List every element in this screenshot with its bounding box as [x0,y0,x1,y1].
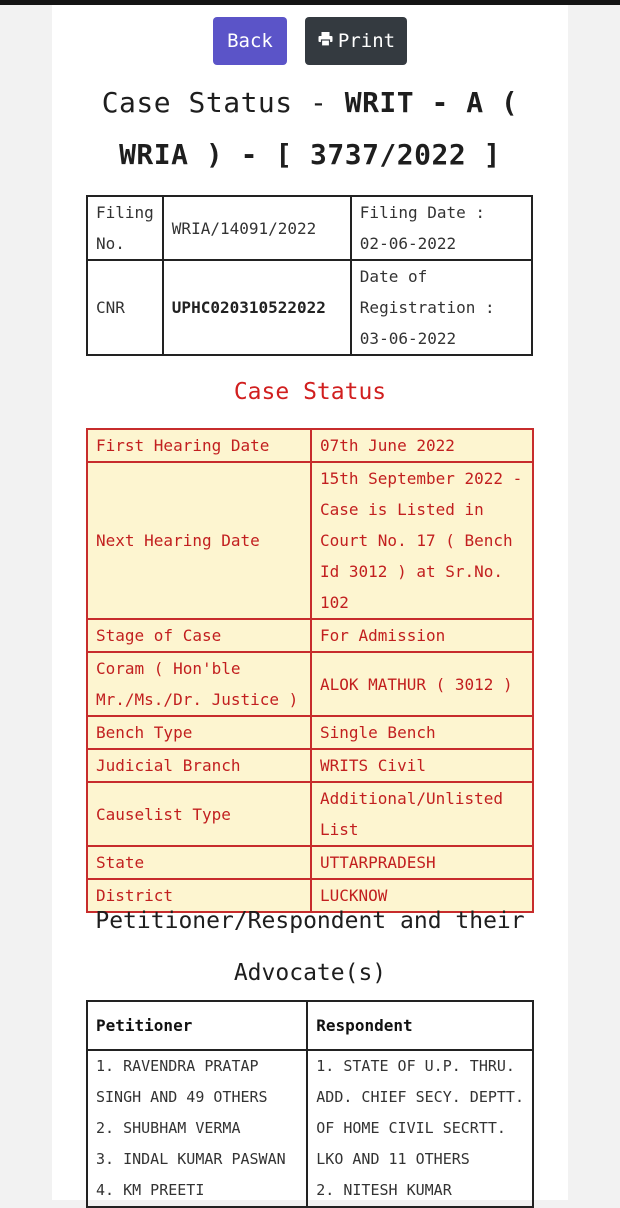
case-status-value: 15th September 2022 - Case is Listed in Court No. 17 ( Bench Id 3012 ) at Sr.No. 102 [311,462,533,619]
case-status-label: Next Hearing Date [87,462,311,619]
case-status-value: Additional/Unlisted List [311,782,533,846]
case-status-row [87,716,533,749]
case-status-label: State [87,846,311,879]
cnr-value: UPHC020310522022 [163,260,351,355]
back-button[interactable] [213,17,287,65]
case-status-row [87,782,533,846]
party-line: 1. RAVENDRA PRATAP [96,1057,259,1075]
printer-icon [317,30,334,52]
filing-no-label: Filing No. [87,196,163,260]
party-line: 2. SHUBHAM VERMA [96,1119,241,1137]
registration-date: Date of Registration : 03-06-2022 [351,260,532,355]
petitioner-list [87,1050,307,1207]
page-container [52,5,568,1200]
party-line: OF HOME CIVIL SECRTT. [316,1119,506,1137]
page-title [86,77,534,181]
respondent-header: Respondent [307,1001,533,1050]
case-status-label: Stage of Case [87,619,311,652]
cnr-label: CNR [87,260,163,355]
case-status-value: ALOK MATHUR ( 3012 ) [311,652,533,716]
parties-heading: Petitioner/Respondent and their Advocate(s) [95,908,525,986]
case-status-heading: Case Status [233,379,387,405]
back-button-label: Back [227,30,273,52]
case-status-row [87,652,533,716]
cnr-row [87,260,532,355]
case-status-label: Bench Type [87,716,311,749]
case-status-label: Causelist Type [87,782,311,846]
case-status-value: Single Bench [311,716,533,749]
print-button[interactable] [305,17,407,65]
filing-date: Filing Date : 02-06-2022 [351,196,532,260]
case-status-label: Judicial Branch [87,749,311,782]
filing-row [87,196,532,260]
respondent-list [307,1050,533,1207]
case-status-row [87,619,533,652]
case-status-value: For Admission [311,619,533,652]
party-line: 4. KM PREETI [96,1181,205,1199]
case-status-value: 07th June 2022 [311,429,533,462]
case-status-value: LUCKNOW [311,879,533,912]
party-line: 3. INDAL KUMAR PASWAN [96,1150,286,1168]
case-number: WRIT - A ( WRIA ) - [ 3737/2022 ] [119,86,519,171]
parties-table [86,1000,534,1208]
party-line: SINGH AND 49 OTHERS [96,1088,268,1106]
case-status-row [87,749,533,782]
petitioner-header: Petitioner [87,1001,307,1050]
case-status-table [86,428,534,913]
party-line: 2. NITESH KUMAR [316,1181,452,1199]
case-status-value: UTTARPRADESH [311,846,533,879]
party-line: LKO AND 11 OTHERS [316,1150,470,1168]
case-status-value: WRITS Civil [311,749,533,782]
case-status-label: District [87,879,311,912]
case-status-label: First Hearing Date [87,429,311,462]
filing-no-value: WRIA/14091/2022 [163,196,351,260]
filing-table [86,195,533,356]
title-prefix: Case Status - [101,86,345,119]
case-status-row [87,462,533,619]
case-status-row [87,429,533,462]
case-status-row [87,846,533,879]
party-line: 1. STATE OF U.P. THRU. [316,1057,515,1075]
print-button-label: Print [337,30,396,52]
case-status-label: Coram ( Hon'ble Mr./Ms./Dr. Justice ) [87,652,311,716]
party-line: ADD. CHIEF SECY. DEPTT. [316,1088,524,1106]
